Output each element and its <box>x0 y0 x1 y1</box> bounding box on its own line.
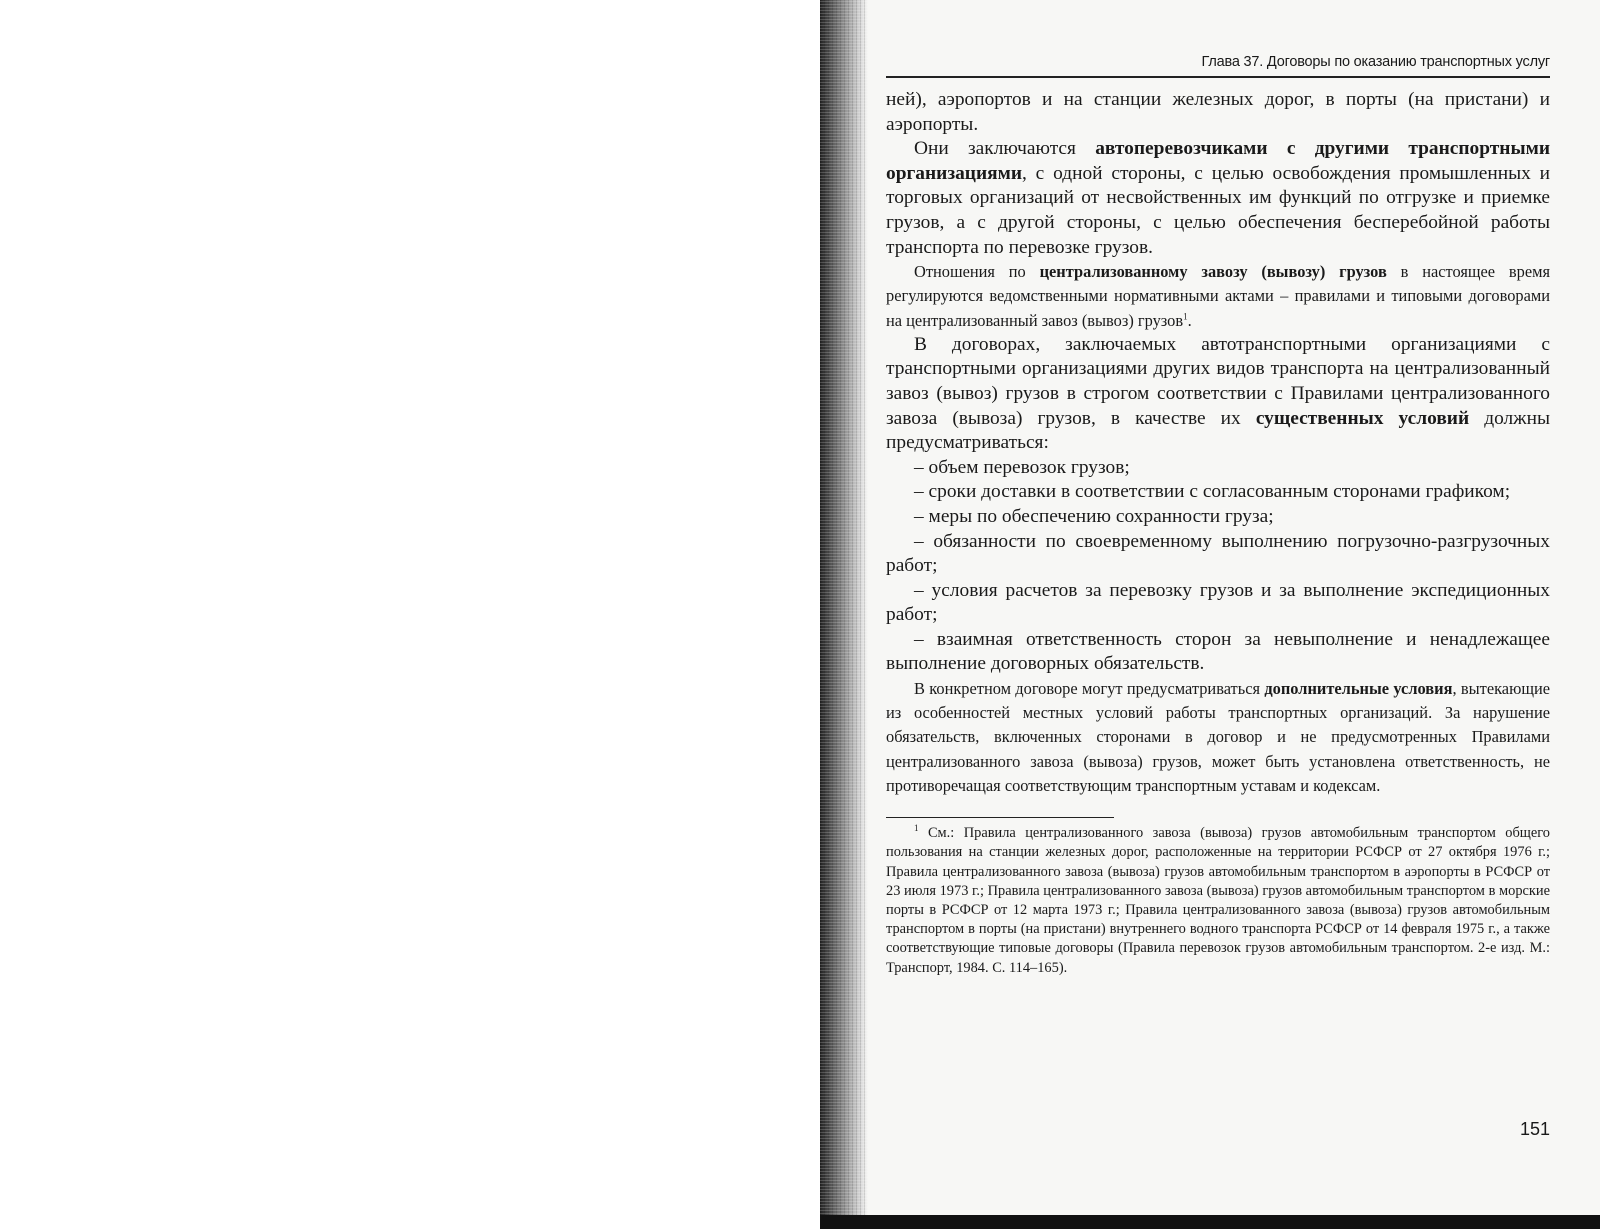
scan-bottom-edge <box>820 1215 1600 1229</box>
paragraph-additional-terms <box>886 677 1550 798</box>
paragraph-text: В конкретном договоре могут предусматриваться <box>914 679 1265 699</box>
paragraph-text: В договорах, заключаемых автотранспортными организациями с транспортными организациями других видов транспорта на централизованный завоз (вывоз) грузов в строгом соответствии с Правилами централизованного завоза (вывоза) грузов, в качестве их <box>886 333 1550 429</box>
scanned-page <box>820 0 1600 1229</box>
footnote-reference: 1 <box>1183 311 1188 322</box>
footnote-marker: 1 <box>914 823 919 834</box>
page-number: 151 <box>1519 1119 1550 1139</box>
bold-term: дополнительные условия <box>1264 679 1453 699</box>
footnote-text: См.: Правила централизованного завоза (вывоза) грузов автомобильным транспортом общего пользования на станции железных дорог, расположенные на территории РСФСР от 27 октября 1976 г.; Правила централизованного завоза (вывоза) грузов автомобильным транспортом в аэропорты в РСФСР от 23 июля 1973 г.; Правила централизованного завоза (вывоза) грузов автомобильным транспортом в морские порты в РСФСР от 12 марта 1973 г.; Правила централизованного завоза (вывоза) грузов автомобильным транспортом в порты (на пристани) внутреннего водного транспорта РСФСР от 14 февраля 1975 г., а также соответствующие типовые договоры (Правила перевозок грузов автомобильным транспортом. 2-е изд. М.: Транспорт, 1984. С. 114–165). <box>886 825 1550 976</box>
list-item: – сроки доставки в соответствии с согласованным сторонами графиком; <box>914 481 1511 503</box>
paragraph-text: Отношения по <box>914 262 1040 282</box>
paragraph-text: Они заключаются <box>914 138 1096 160</box>
page-content <box>886 30 1551 1139</box>
paragraph-contract-parties <box>886 137 1550 260</box>
paragraph-text: . <box>1187 310 1192 330</box>
list-item: – взаимная ответственность сторон за невыполнение и ненадлежащее выполнение договорных обязательств. <box>886 628 1550 675</box>
bold-term: автоперевозчиками с другими транспортными организациями <box>886 138 1550 184</box>
paragraph-text: в настоящее время регулируются ведомственными нормативными актами – правилами и типовыми договорами на централизованный завоз (вывоз) грузов <box>886 262 1551 330</box>
list-item: – меры по обеспечению сохранности груза; <box>914 505 1274 527</box>
paragraph-text: должны предусматриваться: <box>886 407 1550 454</box>
list-item: – обязанности по своевременному выполнению погрузочно-разгрузочных работ; <box>886 530 1550 577</box>
bold-term: централизованному завозу (вывозу) грузов <box>1039 262 1387 282</box>
paragraph-regulation <box>886 260 1550 333</box>
paragraph-text: , вытекающие из особенностей местных условий работы транспортных организаций. За нарушение обязательств, включенных сторонами в договор и не предусмотренных Правилами централизованного завоза (вывоза) грузов, может быть установлена ответственность, не противоречащая соответствующим транспортным уставам и кодексам. <box>886 679 1550 795</box>
footnote-divider <box>886 817 1114 818</box>
list-item: – условия расчетов за перевозку грузов и за выполнение экспедиционных работ; <box>886 579 1550 626</box>
paragraph-essential-terms <box>886 333 1550 456</box>
paragraph-text: , с одной стороны, с целью освобождения промышленных и торговых организаций от несвойственных им функций по отгрузке и приемке грузов, а с другой стороны, с целью обеспечения бесперебойной работы транспорта по перевозке грузов. <box>886 162 1550 258</box>
footnote <box>886 824 1550 978</box>
running-head: Глава 37. Договоры по оказанию транспортных услуг <box>886 30 1550 78</box>
list-item: – объем перевозок грузов; <box>914 456 1130 478</box>
book-gutter-shadow <box>820 0 868 1229</box>
bold-term: существенных условий <box>1255 407 1470 429</box>
paragraph-continuation: ней), аэропортов и на станции железных дорог, в порты (на пристани) и аэропорты. <box>886 89 1550 135</box>
